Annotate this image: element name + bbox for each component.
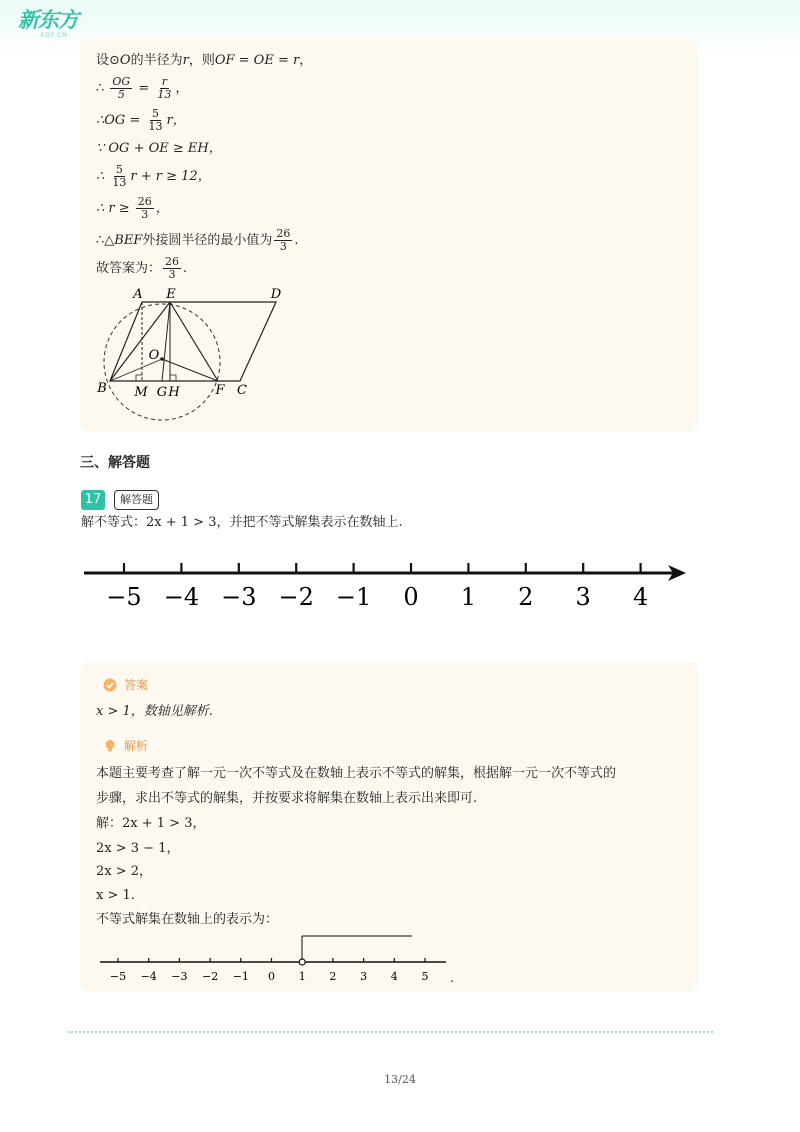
math: OF = OE = r bbox=[214, 53, 300, 68]
number-line-tick-label: −1 bbox=[335, 583, 372, 611]
label-F: F bbox=[215, 383, 225, 398]
fraction bbox=[110, 164, 128, 189]
text: ∴ bbox=[96, 81, 109, 96]
denominator: 13 bbox=[148, 120, 163, 133]
number-line-tick-label: 5 bbox=[421, 970, 429, 983]
text: = bbox=[134, 81, 154, 96]
text: 的半径为 bbox=[130, 53, 183, 68]
text: ，则 bbox=[188, 53, 215, 68]
geometry-figure bbox=[92, 284, 292, 424]
label-E: E bbox=[166, 287, 176, 302]
number-line-tick-label: −4 bbox=[140, 970, 157, 983]
solution-line-5 bbox=[96, 164, 211, 189]
number-line-tick-label: 2 bbox=[329, 970, 337, 983]
numerator: 26 bbox=[165, 255, 180, 268]
solution-line-2 bbox=[96, 76, 188, 101]
label-C: C bbox=[237, 383, 247, 398]
text: 外接圆半径的最小值为 bbox=[142, 233, 273, 248]
number-line-tick-label: −3 bbox=[221, 583, 257, 611]
label-H: H bbox=[168, 385, 180, 400]
math: r bbox=[182, 53, 189, 68]
answer-label: 答案 bbox=[124, 678, 149, 692]
text: ∴ bbox=[96, 169, 109, 184]
numerator: r bbox=[161, 75, 168, 88]
text: ， bbox=[299, 53, 313, 68]
number-line-tick-label: 4 bbox=[632, 583, 649, 611]
label-D: D bbox=[270, 287, 282, 302]
text: r， bbox=[166, 113, 186, 128]
denominator: 3 bbox=[279, 240, 287, 253]
question-stem: 解不等式：2x + 1 > 3，并把不等式解集表示在数轴上. bbox=[81, 515, 403, 530]
denominator: 5 bbox=[117, 88, 125, 101]
brand-logo bbox=[18, 8, 88, 42]
section-title: 三、解答题 bbox=[80, 455, 150, 471]
question-type-tag: 解答题 bbox=[114, 490, 159, 510]
numerator: 26 bbox=[276, 227, 291, 240]
trailing-period: . bbox=[450, 971, 454, 985]
number-line-tick-label: −2 bbox=[201, 970, 219, 983]
fraction bbox=[136, 196, 154, 221]
analysis-step-1: 解：2x + 1 > 3， bbox=[96, 816, 206, 831]
number-line-large bbox=[80, 560, 695, 614]
number-line-tick-label: −5 bbox=[106, 583, 142, 611]
text: ∴ r ≥ bbox=[96, 201, 134, 216]
numerator: 5 bbox=[151, 107, 159, 120]
text: r + r ≥ 12， bbox=[130, 169, 211, 184]
text: 故答案为： bbox=[96, 261, 162, 276]
number-line-tick-label: 0 bbox=[268, 970, 275, 983]
question-number: 17 bbox=[81, 490, 105, 510]
solution-line-8 bbox=[96, 256, 187, 281]
label-O: O bbox=[148, 348, 160, 363]
fraction bbox=[163, 256, 181, 281]
fraction bbox=[274, 228, 292, 253]
number-line-tick-label: −5 bbox=[109, 970, 127, 983]
numerator: 26 bbox=[137, 195, 152, 208]
footer-divider bbox=[68, 1031, 713, 1033]
text: 设⊙ bbox=[96, 53, 120, 68]
text: ∴OG = bbox=[96, 113, 145, 128]
number-line-tick-label: 3 bbox=[360, 970, 368, 983]
label-G: G bbox=[156, 385, 168, 400]
analysis-step-3: 2x > 2， bbox=[96, 864, 153, 879]
number-line-tick-label: 3 bbox=[575, 583, 591, 611]
logo-text: 新东方 bbox=[18, 8, 78, 32]
fraction bbox=[155, 76, 173, 101]
lightbulb-icon bbox=[103, 739, 117, 753]
analysis-step-4: x > 1. bbox=[96, 888, 135, 903]
solution-line-4: ∵ OG + OE ≥ EH， bbox=[96, 141, 222, 156]
analysis-step-5: 不等式解集在数轴上的表示为： bbox=[96, 912, 279, 927]
solution-line-7 bbox=[96, 228, 299, 253]
text: ， bbox=[175, 81, 189, 96]
open-point-marker bbox=[299, 959, 305, 965]
denominator: 3 bbox=[168, 268, 176, 281]
number-line-tick-label: 1 bbox=[460, 583, 477, 611]
denominator: 13 bbox=[112, 176, 127, 189]
solution-line-3 bbox=[96, 108, 186, 133]
text: . bbox=[294, 233, 299, 248]
check-badge-icon bbox=[103, 678, 117, 692]
label-M: M bbox=[134, 385, 148, 400]
page-number: 13/24 bbox=[384, 1073, 416, 1086]
analysis-paragraph-2: 步骤，求出不等式的解集，并按要求将解集在数轴上表示出来即可. bbox=[96, 791, 478, 806]
fraction bbox=[146, 108, 164, 133]
solution-line-6 bbox=[96, 196, 169, 221]
text: . bbox=[183, 261, 188, 276]
number-line-solution bbox=[96, 930, 466, 988]
label-B: B bbox=[97, 381, 107, 396]
number-line-tick-label: −2 bbox=[278, 583, 314, 611]
number-line-tick-label: −3 bbox=[171, 970, 188, 983]
math: O bbox=[119, 53, 131, 68]
numerator: OG bbox=[112, 75, 131, 88]
text: ， bbox=[155, 201, 169, 216]
text: ∴△ bbox=[96, 233, 115, 248]
denominator: 3 bbox=[141, 208, 149, 221]
number-line-tick-label: −4 bbox=[163, 583, 200, 611]
math: BEF bbox=[114, 233, 143, 248]
analysis-step-2: 2x > 3 − 1， bbox=[96, 841, 180, 856]
number-line-tick-label: 1 bbox=[298, 970, 306, 983]
denominator: 13 bbox=[157, 88, 172, 101]
number-line-tick-label: 2 bbox=[518, 583, 534, 611]
fraction bbox=[110, 76, 132, 101]
logo-subtext: XDF.CN bbox=[40, 32, 68, 39]
solution-line-1 bbox=[96, 52, 312, 70]
analysis-paragraph-1: 本题主要考查了解一元一次不等式及在数轴上表示不等式的解集，根据解一元一次不等式的 bbox=[96, 766, 617, 781]
numerator: 5 bbox=[115, 163, 123, 176]
answer-text: x > 1，数轴见解析. bbox=[96, 704, 213, 719]
number-line-tick-label: 0 bbox=[403, 583, 419, 611]
label-A: A bbox=[133, 287, 143, 302]
number-line-tick-label: −1 bbox=[232, 970, 249, 983]
analysis-label: 解析 bbox=[124, 739, 149, 753]
number-line-tick-label: 4 bbox=[390, 970, 398, 983]
